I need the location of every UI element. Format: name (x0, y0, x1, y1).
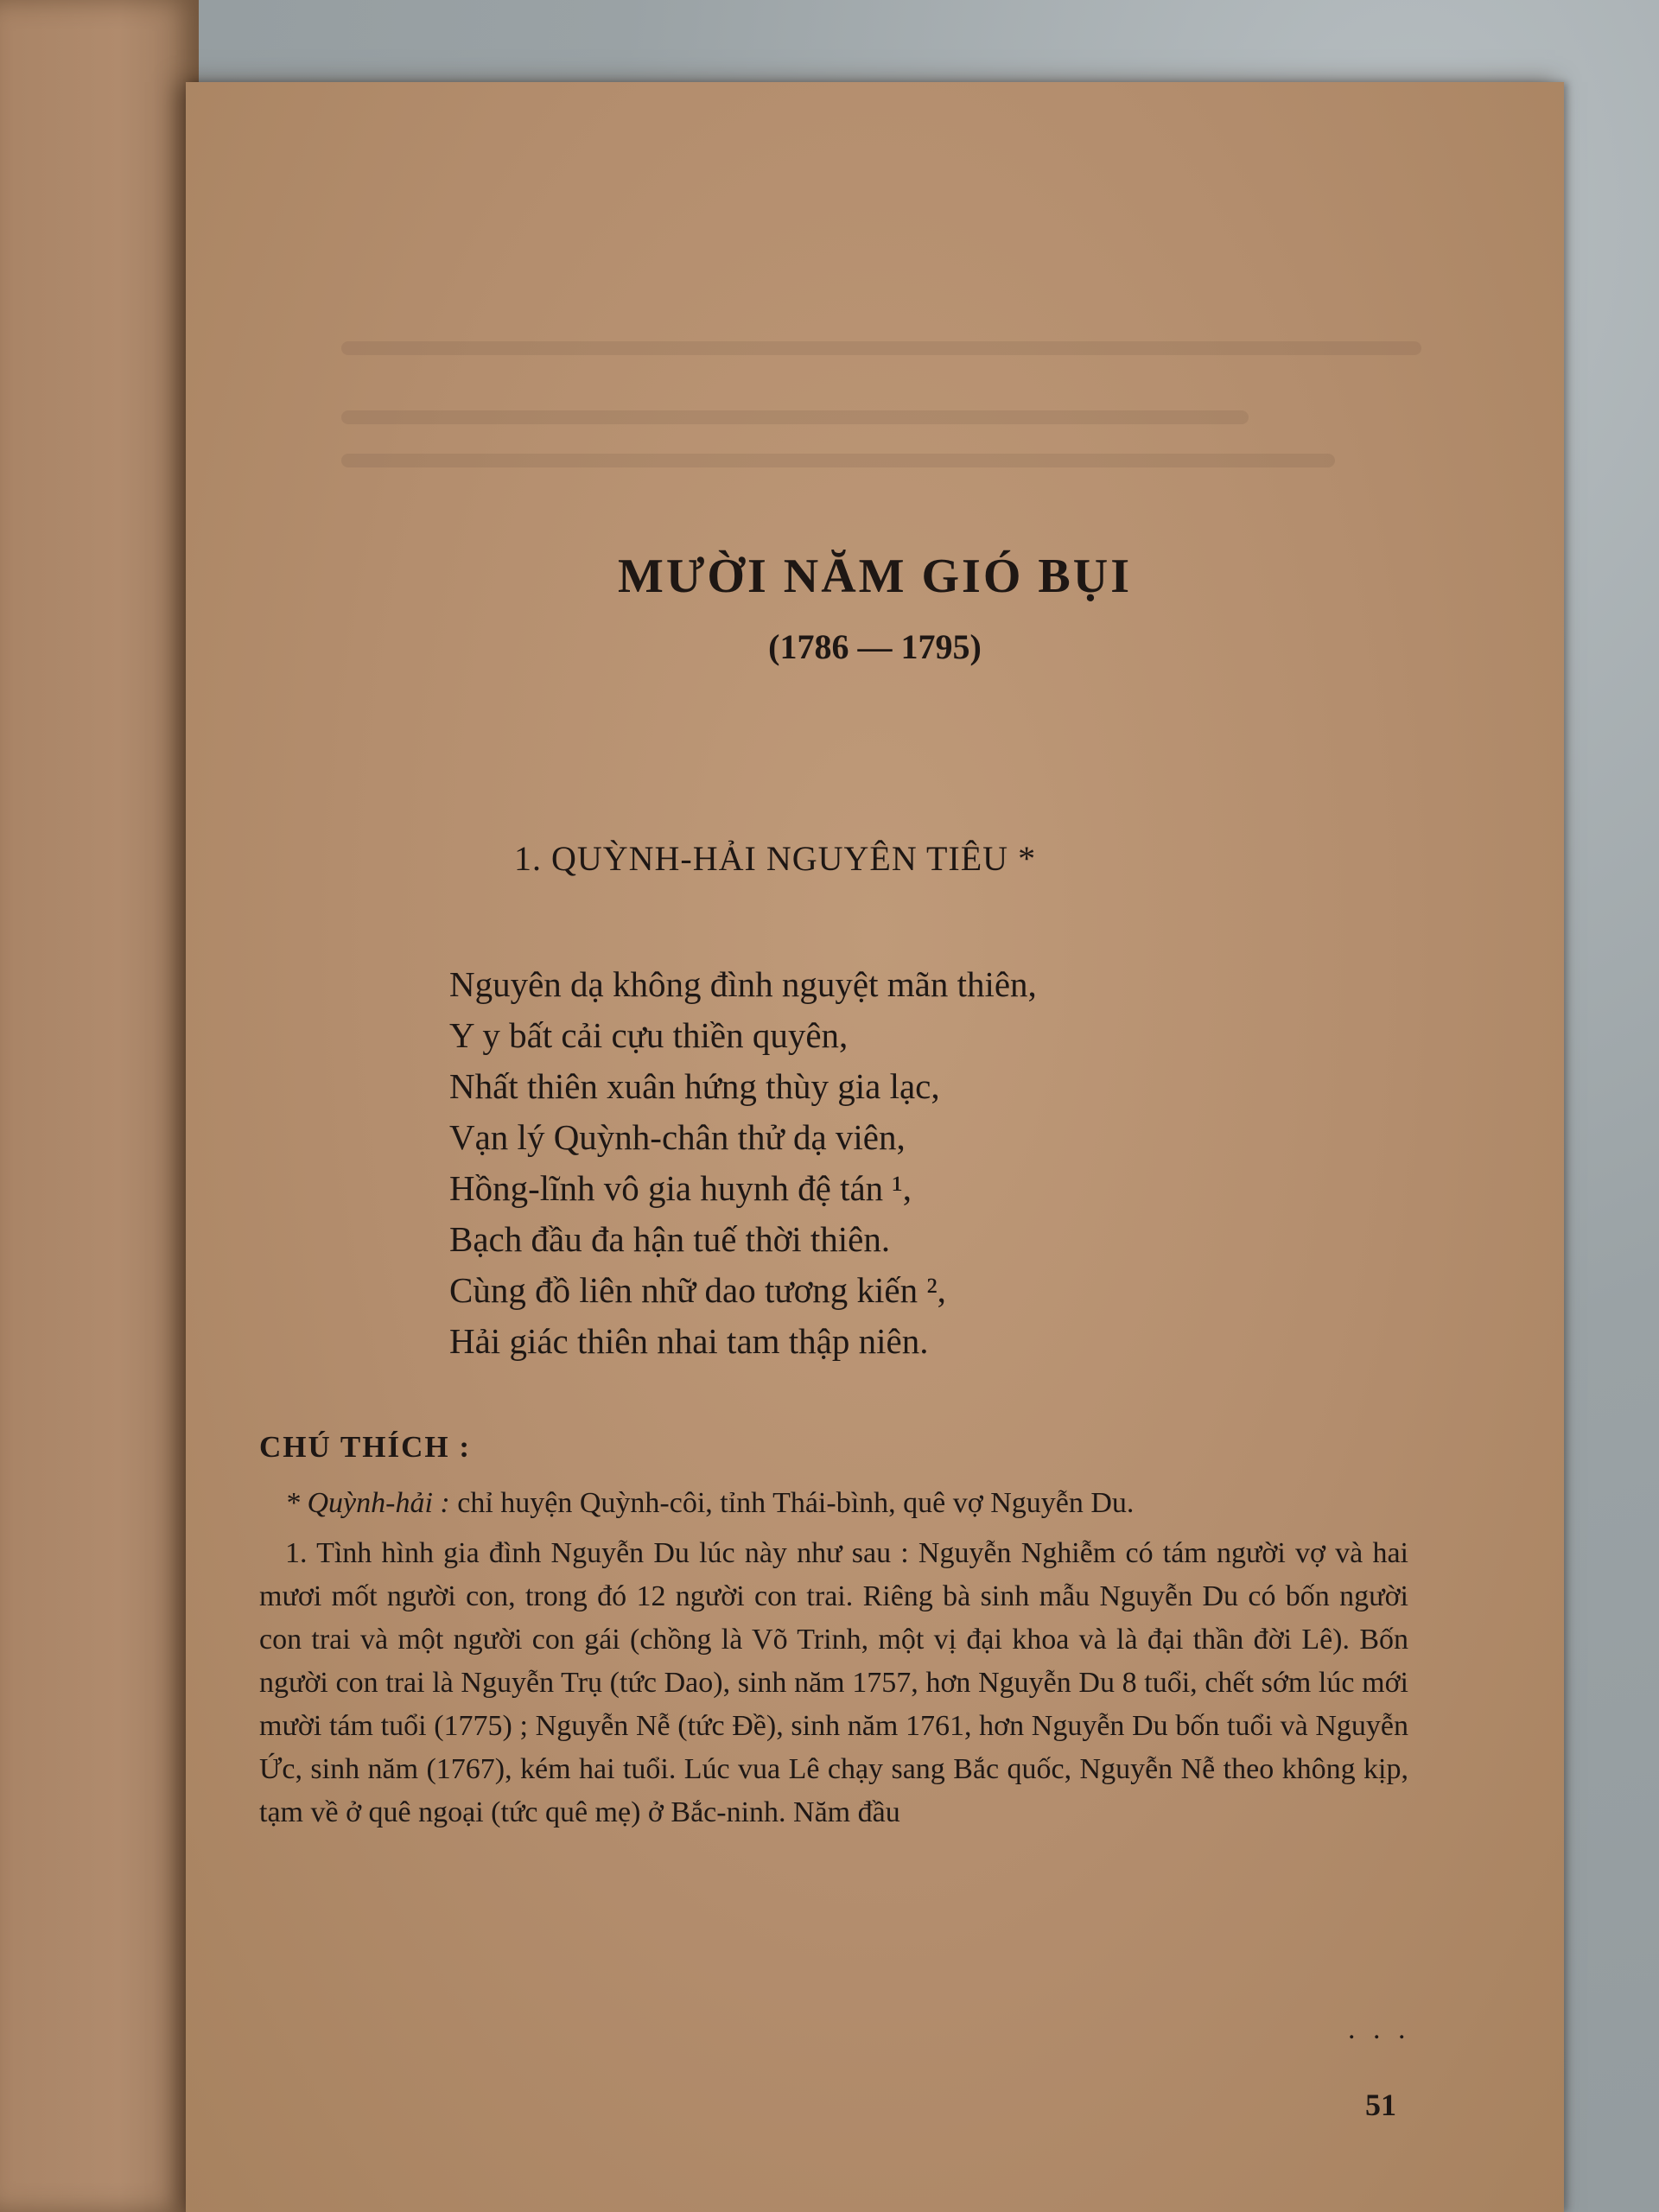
notes-body (259, 1482, 1408, 1841)
page-number: 51 (1365, 2088, 1396, 2122)
continuation-mark: . . . (1348, 2013, 1411, 2045)
note-star (259, 1482, 1408, 1525)
show-through (341, 454, 1335, 467)
note-1: 1. Tình hình gia đình Nguyễn Du lúc này như sau : Nguyễn Nghiễm có tám người vợ và hai mươi mốt người con, trong đó 12 người con trai. Riêng bà sinh mẫu Nguyễn Du có bốn người con trai và một người con gái (chồng là Võ Trinh, một vị đại khoa và là đại thần đời Lê). Bốn người con trai là Nguyễn Trụ (tức Dao), sinh năm 1757, hơn Nguyễn Du 8 tuổi, chết sớm lúc mới mười tám tuổi (1775) ; Nguyễn Nễ (tức Đề), sinh năm 1761, hơn Nguyễn Du bốn tuổi và Nguyễn Ức, sinh năm (1767), kém hai tuổi. Lúc vua Lê chạy sang Bắc quốc, Nguyễn Nễ theo không kịp, tạm về ở quê ngoại (tức quê mẹ) ở Bắc-ninh. Năm đầu (259, 1537, 1408, 1828)
poem-line: Bạch đầu đa hận tuế thời thiên. (449, 1219, 891, 1259)
note-star-text: chỉ huyện Quỳnh-côi, tỉnh Thái-bình, quê vợ Nguyễn Du. (449, 1487, 1135, 1519)
chapter-title: MƯỜI NĂM GIÓ BỤI (617, 550, 1132, 603)
poem-body (449, 959, 1037, 1367)
show-through (341, 410, 1249, 424)
poem-line: Hồng-lĩnh vô gia huynh đệ tán ¹, (449, 1168, 912, 1208)
book-page (186, 82, 1564, 2212)
show-through (341, 341, 1421, 355)
poem-line: Hải giác thiên nhai tam thập niên. (449, 1321, 929, 1361)
poem-title: 1. QUỲNH-HẢI NGUYÊN TIÊU * (514, 839, 1037, 878)
notes-heading: CHÚ THÍCH : (259, 1430, 471, 1464)
left-page-edge (0, 0, 199, 2212)
poem-line: Nhất thiên xuân hứng thùy gia lạc, (449, 1066, 940, 1106)
poem-line: Cùng đồ liên nhữ dao tương kiến ², (449, 1270, 946, 1310)
poem-line: Vạn lý Quỳnh-chân thử dạ viên, (449, 1117, 906, 1157)
note-star-term: * Quỳnh-hải : (285, 1487, 450, 1519)
poem-line: Nguyên dạ không đình nguyệt mãn thiên, (449, 964, 1037, 1004)
chapter-years: (1786 — 1795) (768, 627, 982, 666)
poem-line: Y y bất cải cựu thiền quyên, (449, 1015, 849, 1055)
